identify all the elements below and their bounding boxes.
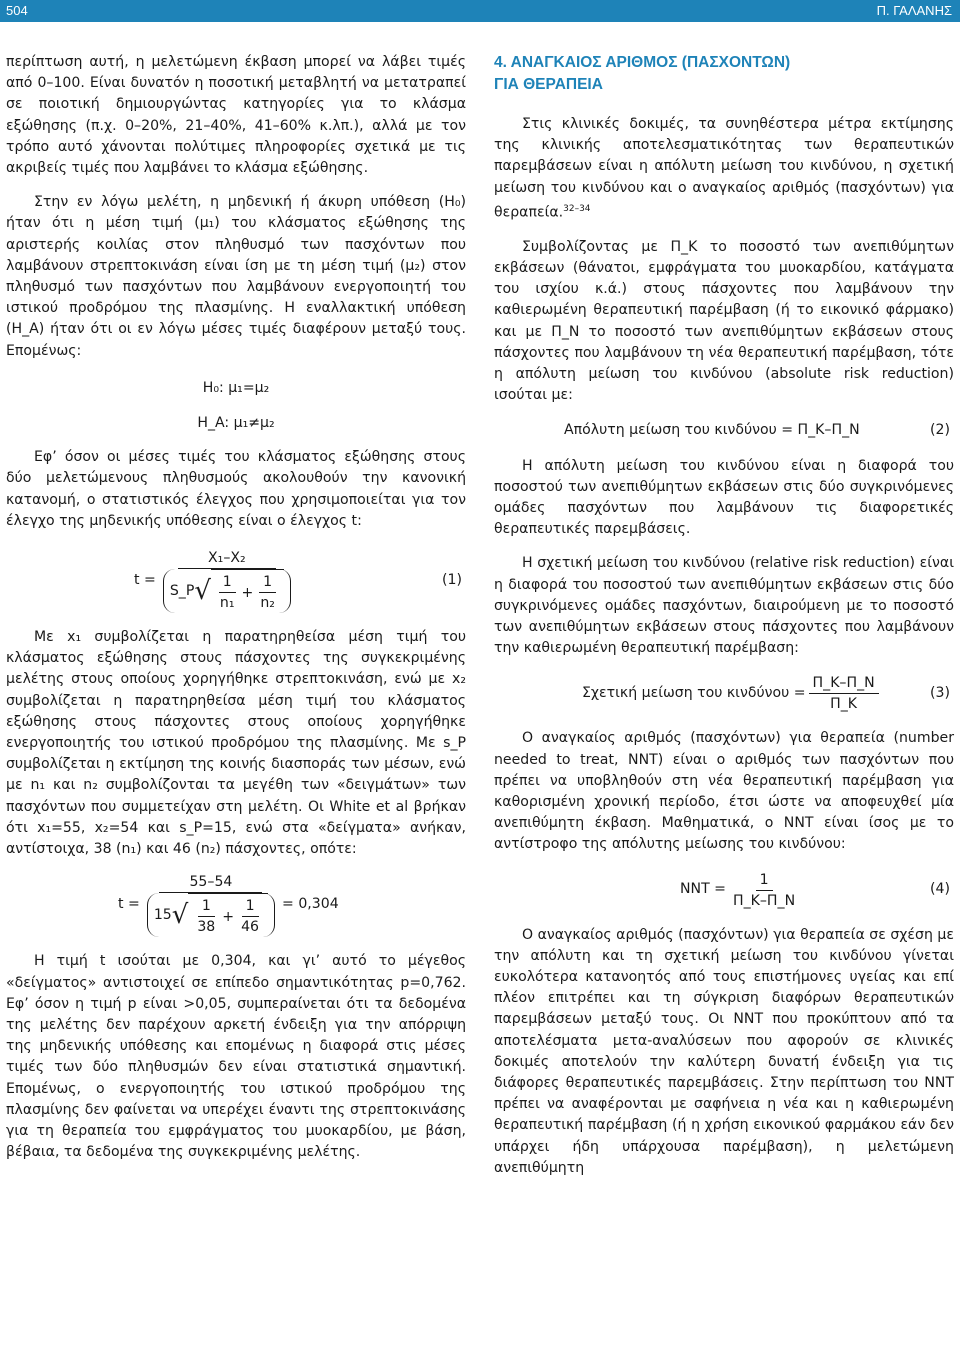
paragraph: Εφ’ όσον οι μέσες τιμές του κλάσματος εξώθησης στους δύο μελετώμενους πληθυσμούς ακολουθούν την κανονική κατανομή, ο στατιστικός έλεγχος που χρησιμοποιείται για τον έλεγχο της μηδενικής υπόθεσης είναι ο έλεγχος t: [6, 449, 466, 529]
eq1-n2: n₂ [260, 595, 275, 612]
left-column [6, 52, 466, 1163]
paragraph: Ο αναγκαίος αριθμός (πασχόντων) για θεραπεία σε σχέση με την απόλυτη και τη σχετική μείωση του κινδύνου γίνεται ευκολότερα κατανοητός από τους επιστήμονες υγείας και επί πλέον επιτρέπει και τη σύγκριση διαφόρων θεραπευτικών παρεμβάσεων μεταξύ τους. Οι NNT που προκύπτουν από τα αποτελέσματα μετα-αναλύσεων που αφορούν σε κλινικές δοκιμές αποτελούν την καλύτερη δυνατή ένδειξη για τις διάφορες θεραπευτικές παρεμβάσεις. Στην περίπτωση του NNT πρέπει να αναφέρονται με σαφήνεια η νέα και η καθιερωμένη θεραπευτική παρέμβαση (ή η χρήση εικονικού φαρμάκου εάν δεν υπάρχει ήδη υπάρχουσα παρέμβαση), η μελετώμενη ανεπιθύμητη [494, 926, 954, 1176]
equation-number: (1) [442, 571, 462, 588]
page-number: 504 [6, 3, 28, 18]
paragraph: Ο αναγκαίος αριθμός (πασχόντων) για θεραπεία (number needed to treat, NNT) είναι ο αριθμός των πασχόντων που πρέπει να υποβληθούν στη νέα θεραπευτική παρέμβαση για καθορισμένη χρονική περίοδο, έτσι ώστε να αποφευχθεί μία ανεπιθύμητη έκβαση. Μαθηματικά, ο NNT είναι ίσος με το αντίστροφο της απόλυτης μείωσης του κινδύνου: [494, 730, 954, 853]
eq3-fraction [809, 673, 879, 714]
equation-4 [494, 870, 954, 911]
eq-t-one-a: 1 [198, 896, 215, 917]
eq-t-fraction [143, 872, 279, 937]
eq-t-one-b: 1 [242, 896, 259, 917]
right-column [494, 52, 954, 1179]
eq2-text: Απόλυτη μείωση του κινδύνου = Π_K–Π_N [564, 422, 860, 439]
paragraph: Η απόλυτη μείωση του κινδύνου είναι η διαφορά του ποσοστού των ανεπιθύμητων εκβάσεων στις δύο συγκρινόμενες ομάδες πασχόντων που λαμβάνουν τις διαφορετικές θεραπευτικές παρεμβάσεις. [494, 457, 954, 538]
paragraph-text: Στις κλινικές δοκιμές, τα συνηθέστερα μέτρα εκτίμησης της κλινικής αποτελεσματικότητας των θεραπευτικών παρεμβάσεων είναι η απόλυτη μείωση του κινδύνου, η σχετική μείωση του κινδύνου και ο αναγκαίος αριθμός (πασχόντων) για θεραπεία. [494, 116, 954, 221]
running-author: Π. ΓΑΛΑΝΗΣ [876, 3, 952, 18]
eq1-sp: S_P [169, 583, 195, 600]
paragraph: περίπτωση αυτή, η μελετώμενη έκβαση μπορεί να λάβει τιμές από 0–100. Είναι δυνατόν η ποσοτική μεταβλητή να μετατραπεί σε ποιοτική δημιουργώντας κατηγορίες για το κλάσμα εξώθησης (π.χ. 0–20%, 21–40%, 41–60% κ.λπ.), αλλά με τον τρόπο αυτό χάνονται πολύτιμες πληροφορίες σχετικά με τις ακριβείς τιμές που λαμβάνει το κλάσμα εξώθησης. [6, 54, 466, 177]
reference: 32–34 [563, 203, 591, 214]
paragraph [494, 114, 954, 224]
alternative-hypothesis: H_A: μ₁≠μ₂ [197, 415, 275, 432]
eq1-one-b: 1 [259, 572, 276, 593]
equation-1 [6, 548, 466, 613]
paragraph: Στην εν λόγω μελέτη, η μηδενική ή άκυρη υπόθεση (H₀) ήταν ότι η μέση τιμή (μ₁) του κλάσματος εξώθησης της αριστερής κοιλίας στον πληθυσμό των πασχόντων που λαμβάνουν στρεπτοκινάση είναι ίση με τη μέση τιμή (μ₂) στον πληθυσμό των πασχόντων που λαμβάνουν ενεργοποιητή του ιστικού προδρόμου της πλασμίνης. Η εναλλακτική υπόθεση (H_A) ήταν ότι οι εν λόγω μέσες τιμές διαφέρουν μεταξύ τους. Επομένως: [6, 194, 466, 359]
eq-t-lhs: t = [118, 896, 140, 913]
eq-t-result: = 0,304 [282, 896, 339, 913]
eq1-plus: + [241, 584, 254, 601]
paragraph: Συμβολίζοντας με Π_K το ποσοστό των ανεπιθύμητων εκβάσεων (θάνατοι, εμφράγματα του μυοκαρδίου, κατάγματα του ισχίου κ.ά.) στους πάσχοντες που λαμβάνουν την καθιερωμένη θεραπευτική παρέμβαση (ή το εικονικό φάρμακο) και με Π_N το ποσοστό των ανεπιθύμητων εκβάσεων στους πάσχοντες που λαμβάνουν τη νέα θεραπευτική παρέμβαση, τότε η απόλυτη μείωση του κινδύνου (absolute risk reduction) ισούται με: [494, 238, 954, 404]
heading-line: ΓΙΑ ΘΕΡΑΠΕΙΑ [494, 76, 603, 93]
paragraph: Η σχετική μείωση του κινδύνου (relative risk reduction) είναι η διαφορά του ποσοστού των ανεπιθύμητων εκβάσεων στις δύο συγκρινόμενες ομάδες πασχόντων, διαιρούμενη με το ποσοστό των ανεπιθύμητων εκβάσεων στους πάσχοντες που λαμβάνουν την καθιερωμένη θεραπευτική παρέμβαση: [494, 555, 954, 657]
eq3-denominator: Π_K [830, 696, 858, 713]
eq1-n1: n₁ [219, 595, 235, 612]
eq-t-n2: 46 [241, 919, 260, 936]
eq4-numerator: 1 [756, 870, 773, 891]
eq-t-sp: 15 [153, 907, 172, 924]
eq-t-n1: 38 [197, 919, 216, 936]
heading-line: 4. ΑΝΑΓΚΑΙΟΣ ΑΡΙΘΜΟΣ (ΠΑΣΧΟΝΤΩΝ) [494, 54, 791, 71]
equation-3 [494, 673, 954, 714]
eq-t-numerator: 55–54 [159, 872, 262, 893]
page-header [0, 0, 960, 22]
eq1-numerator: X₁–X₂ [178, 548, 276, 569]
eq3-numerator: Π_K–Π_N [809, 673, 879, 694]
sqrt-icon: √ [194, 576, 211, 607]
eq1-one-a: 1 [219, 572, 236, 593]
eq4-fraction [729, 870, 799, 911]
eq-t-plus: + [222, 908, 235, 925]
eq3-lhs: Σχετική μείωση του κινδύνου = [582, 685, 806, 702]
sqrt-icon: √ [171, 900, 189, 931]
paragraph: Με x₁ συμβολίζεται η παρατηρηθείσα μέση τιμή του κλάσματος εξώθησης στους πάσχοντες της συγκεκριμένης μελέτης στους οποίους χορηγήθηκε στρεπτοκινάση, ενώ με x₂ συμβολίζεται η παρατηρηθείσα μέση τιμή του κλάσματος εξώθησης στους πάσχοντες στους οποίους χορηγήθηκε ενεργοποιητής του ιστικού προδρόμου της πλασμίνης. Με s_P συμβολίζεται η εκτίμηση της κοινής διασποράς των μέσων, ενώ με n₁ και n₂ συμβολίζονται τα μεγέθη των «δειγμάτων» των πασχόντων που συμμετείχαν στη μελέτη. Οι White et al βρήκαν ότι x₁=55, x₂=54 και s_P=15, ενώ στα «δείγματα» ανήκαν, αντίστοιχα, 38 (n₁) και 46 (n₂) πάσχοντες, οπότε: [6, 629, 466, 858]
equation-number: (2) [930, 422, 950, 439]
equation-2 [494, 420, 954, 441]
eq1-lhs: t = [134, 571, 156, 588]
eq4-denominator: Π_K–Π_N [732, 892, 796, 909]
eq1-fraction [159, 548, 295, 613]
equation-number: (3) [930, 685, 950, 702]
section-heading [494, 52, 954, 96]
null-hypothesis: H₀: μ₁=μ₂ [202, 379, 270, 396]
equation-t-value [6, 872, 466, 937]
paragraph: Η τιμή t ισούται με 0,304, και γι’ αυτό το μέγεθος «δείγματος» αντιστοιχεί σε επίπεδο σημαντικότητας p=0,762. Εφ’ όσον η τιμή p είναι >0,05, συμπεραίνεται ότι τα δεδομένα της μελέτης δεν παρέχουν αρκετή ένδειξη για την απόρριψη της μηδενικής υπόθεσης και επομένως η διαφορά στις μέσες τιμές των δύο πληθυσμών δεν είναι στατιστικά σημαντική. Επομένως, ο ενεργοποιητής του ιστικού προδρόμου της πλασμίνης δεν φαίνεται να υπερέχει έναντι της στρεπτοκινάσης για τη θεραπεία του εμφράγματος του μυοκαρδίου, με βάση, βέβαια, τα δεδομένα της συγκεκριμένης μελέτης. [6, 953, 466, 1161]
eq4-lhs: NNT = [680, 881, 726, 898]
equation-number: (4) [930, 881, 950, 898]
